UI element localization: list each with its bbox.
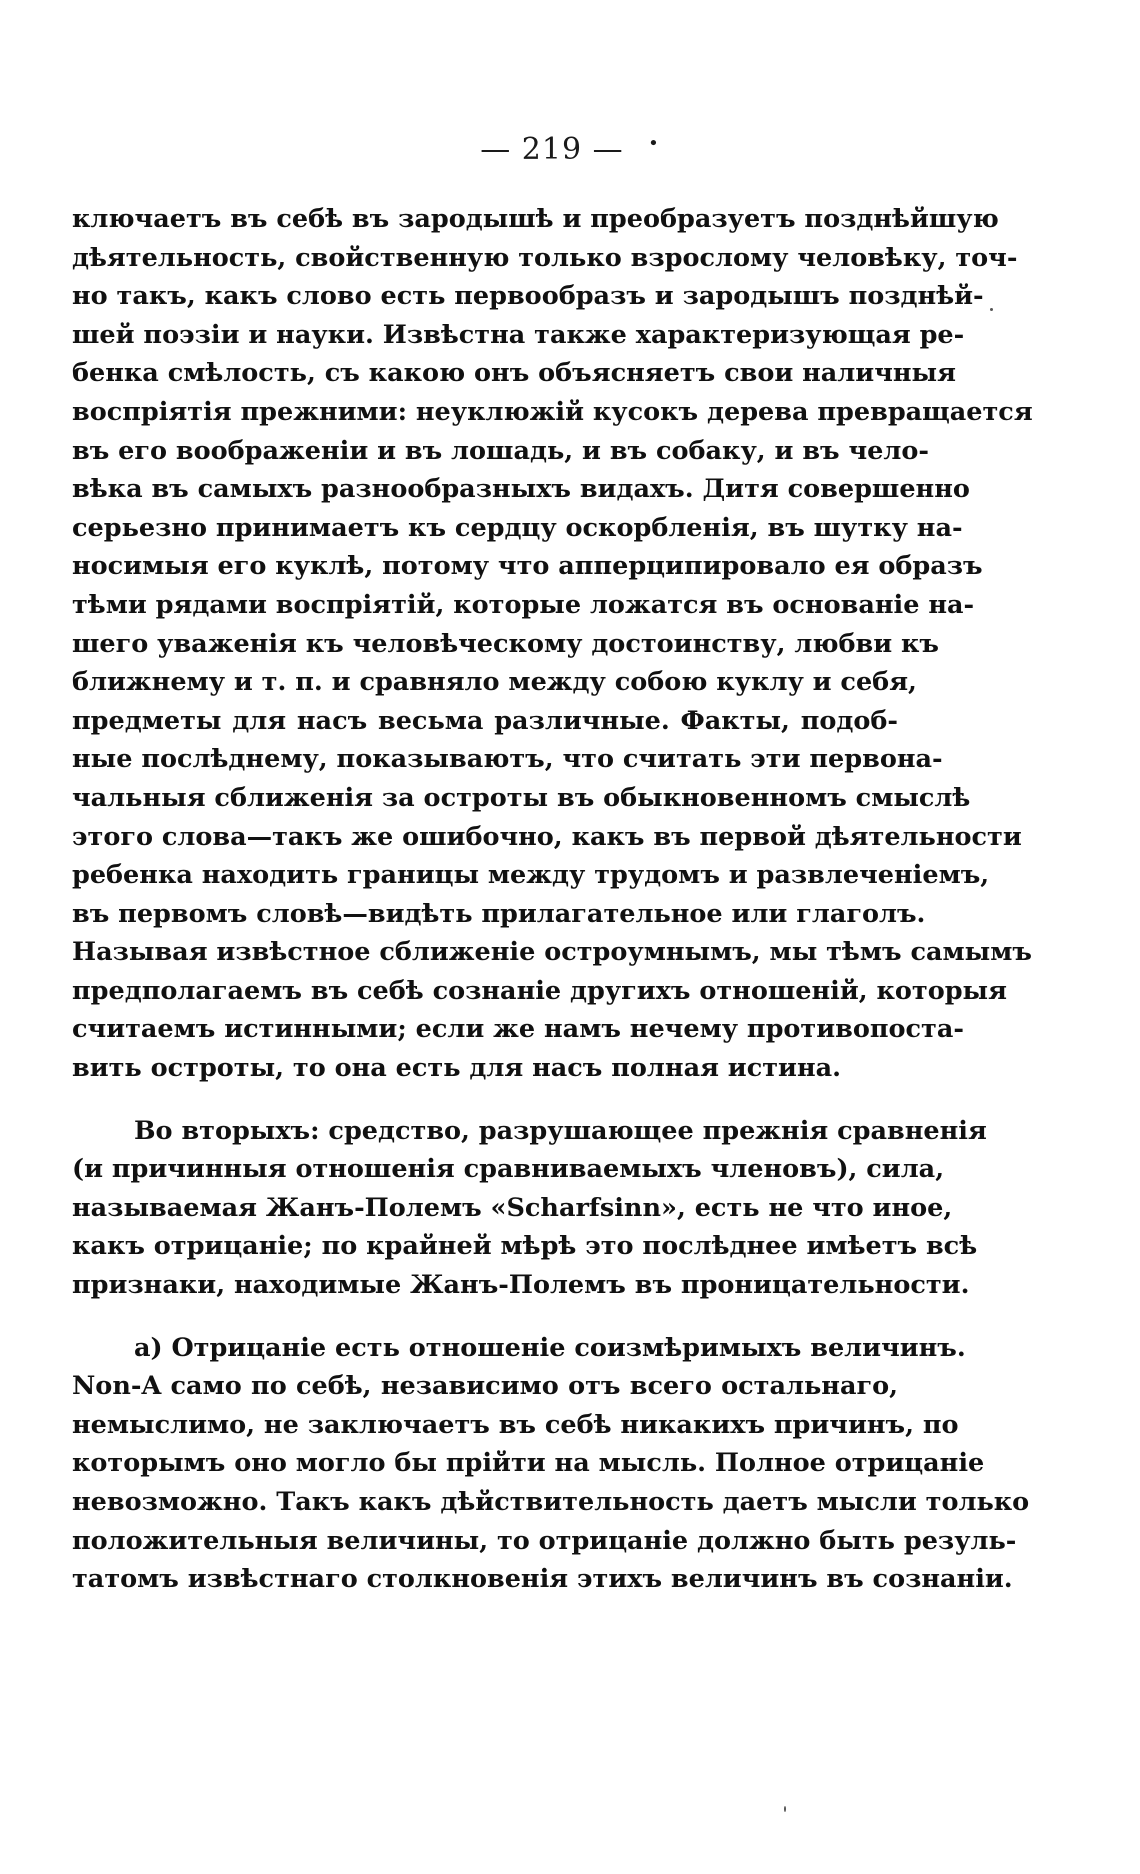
text-line: которымъ оно могло бы прійти на мысль. Полное отрицаніе: [72, 1448, 985, 1479]
page-number: [0, 132, 1140, 167]
text-line: шего уваженія къ человѣческому достоинству, любви къ: [72, 628, 939, 659]
text-line: а) Отрицаніе есть отношеніе соизмѣримыхъ величинъ.: [134, 1332, 966, 1363]
text-line: считаемъ истинными; если же намъ нечему противопоста-: [72, 1014, 964, 1045]
paragraph-1: [72, 200, 1033, 1088]
text-line: Называя извѣстное сближеніе остроумнымъ, мы тѣмъ самымъ: [72, 937, 1032, 968]
text-line: но такъ, какъ слово есть первообразъ и зародышъ позднѣй-: [72, 281, 984, 312]
text-line: носимыя его куклѣ, потому что апперципировало ея образъ: [72, 551, 983, 582]
text-line: положительныя величины, то отрицаніе должно быть резуль-: [72, 1525, 1017, 1556]
text-line: невозможно. Такъ какъ дѣйствительность даетъ мысли только: [72, 1487, 1030, 1517]
text-line: предметы для насъ весьма различные. Факты, подоб-: [72, 705, 898, 736]
text-line: шей поэзіи и науки. Извѣстна также характеризующая ре-: [72, 319, 965, 350]
text-line: въ первомъ словѣ—видѣть прилагательное или глаголъ.: [72, 898, 926, 929]
text-line: ключаетъ въ себѣ въ зародышѣ и преобразуетъ позднѣйшую: [72, 204, 999, 234]
text-line: какъ отрицаніе; по крайней мѣрѣ это послѣднее имѣетъ всѣ: [72, 1231, 978, 1262]
text-line: этого слова—такъ же ошибочно, какъ въ первой дѣятельности: [72, 821, 1022, 852]
page-number-text: — 219 —: [480, 132, 624, 167]
text-line: вѣка въ самыхъ разнообразныхъ видахъ. Дитя совершенно: [72, 474, 970, 505]
text-line: (и причинныя отношенія сравниваемыхъ членовъ), сила,: [72, 1154, 945, 1185]
text-line: ребенка находить границы между трудомъ и развлеченіемъ,: [72, 860, 990, 891]
text-line: вить остроты, то она есть для насъ полная истина.: [72, 1053, 842, 1084]
text-line: серьезно принимаетъ къ сердцу оскорбленія, въ шутку на-: [72, 512, 963, 543]
text-line: предполагаемъ въ себѣ сознаніе другихъ отношеній, которыя: [72, 975, 1007, 1006]
scan-speck: [990, 308, 993, 311]
text-line: дѣятельность, свойственную только взрослому человѣку, точ-: [72, 242, 1018, 273]
paragraph-3: [72, 1329, 1030, 1599]
text-line: чальныя сближенія за остроты въ обыкновенномъ смыслѣ: [72, 782, 971, 813]
text-line: воспріятія прежними: неуклюжій кусокъ дерева превращается: [72, 396, 1033, 427]
text-line: называемая Жанъ-Полемъ «Scharfsinn», есть не что иное,: [72, 1192, 953, 1223]
page-number-mark: •: [648, 133, 660, 154]
text-line: тѣми рядами воспріятій, которые ложатся въ основаніе на-: [72, 589, 975, 620]
text-line: въ его воображеніи и въ лошадь, и въ собаку, и въ чело-: [72, 435, 929, 466]
text-line: Non-A само по себѣ, независимо отъ всего остальнаго,: [72, 1371, 898, 1402]
scan-speck: [784, 1806, 786, 1812]
text-line: ные послѣднему, показываютъ, что считать эти первона-: [72, 744, 943, 775]
text-line: признаки, находимые Жанъ-Полемъ въ проницательности.: [72, 1270, 970, 1301]
text-line: бенка смѣлость, съ какою онъ объясняетъ свои наличныя: [72, 358, 956, 389]
text-line: ближнему и т. п. и сравняло между собою куклу и себя,: [72, 667, 917, 698]
text-line: немыслимо, не заключаетъ въ себѣ никакихъ причинъ, по: [72, 1409, 959, 1440]
paragraph-2: [72, 1112, 987, 1305]
text-line: Во вторыхъ: средство, разрушающее прежнія сравненія: [134, 1115, 987, 1146]
text-line: татомъ извѣстнаго столкновенія этихъ величинъ въ сознаніи.: [72, 1564, 1013, 1595]
body-text: [72, 200, 1033, 1599]
